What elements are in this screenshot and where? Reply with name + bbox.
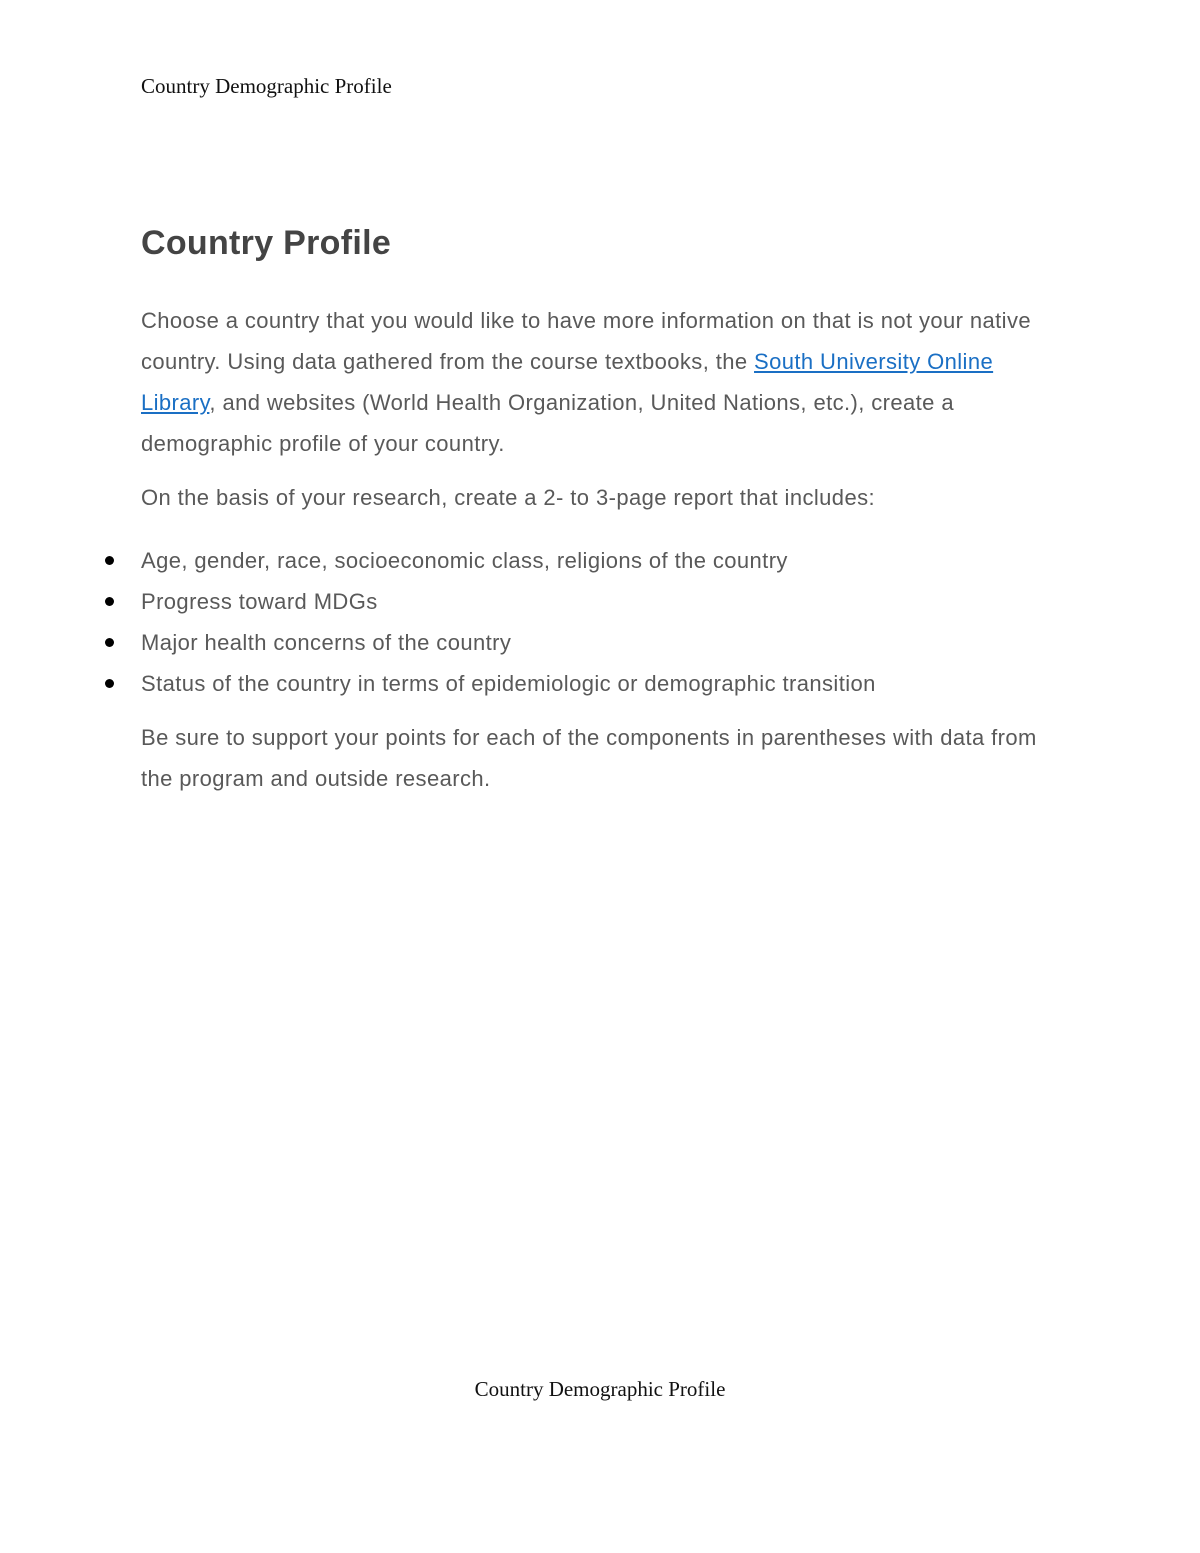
- bullet-icon: [105, 556, 114, 565]
- report-lead-paragraph: On the basis of your research, create a 2- to 3-page report that includes:: [141, 485, 875, 510]
- main-content: [141, 222, 1071, 799]
- bullet-icon: [105, 638, 114, 647]
- list-item: [141, 540, 1071, 581]
- intro-paragraph: [141, 300, 1071, 464]
- running-header: Country Demographic Profile: [141, 74, 392, 98]
- running-footer: Country Demographic Profile: [474, 1377, 726, 1401]
- section-title: Country Profile: [141, 224, 392, 262]
- closing-paragraph: Be sure to support your points for each of the components in parentheses with data from the program and outside research.: [141, 725, 1037, 791]
- list-item: [141, 581, 1071, 622]
- list-item: [141, 622, 1071, 663]
- list-item-text: Progress toward MDGs: [141, 589, 378, 614]
- requirements-list: [141, 540, 1071, 704]
- bullet-icon: [105, 679, 114, 688]
- library-link[interactable]: South University Online Library: [141, 349, 994, 415]
- list-item-text: Age, gender, race, socioeconomic class, religions of the country: [141, 548, 788, 573]
- intro-text-before-link: Choose a country that you would like to have more information on that is not your native country. Using data gathered from the course textbooks, the: [141, 308, 1032, 374]
- list-item-text: Status of the country in terms of epidemiologic or demographic transition: [141, 671, 876, 696]
- bullet-icon: [105, 597, 114, 606]
- list-item: [141, 663, 1071, 704]
- list-item-text: Major health concerns of the country: [141, 630, 512, 655]
- intro-text-after-link: , and websites (World Health Organization, United Nations, etc.), create a demographic profile of your country.: [141, 390, 954, 456]
